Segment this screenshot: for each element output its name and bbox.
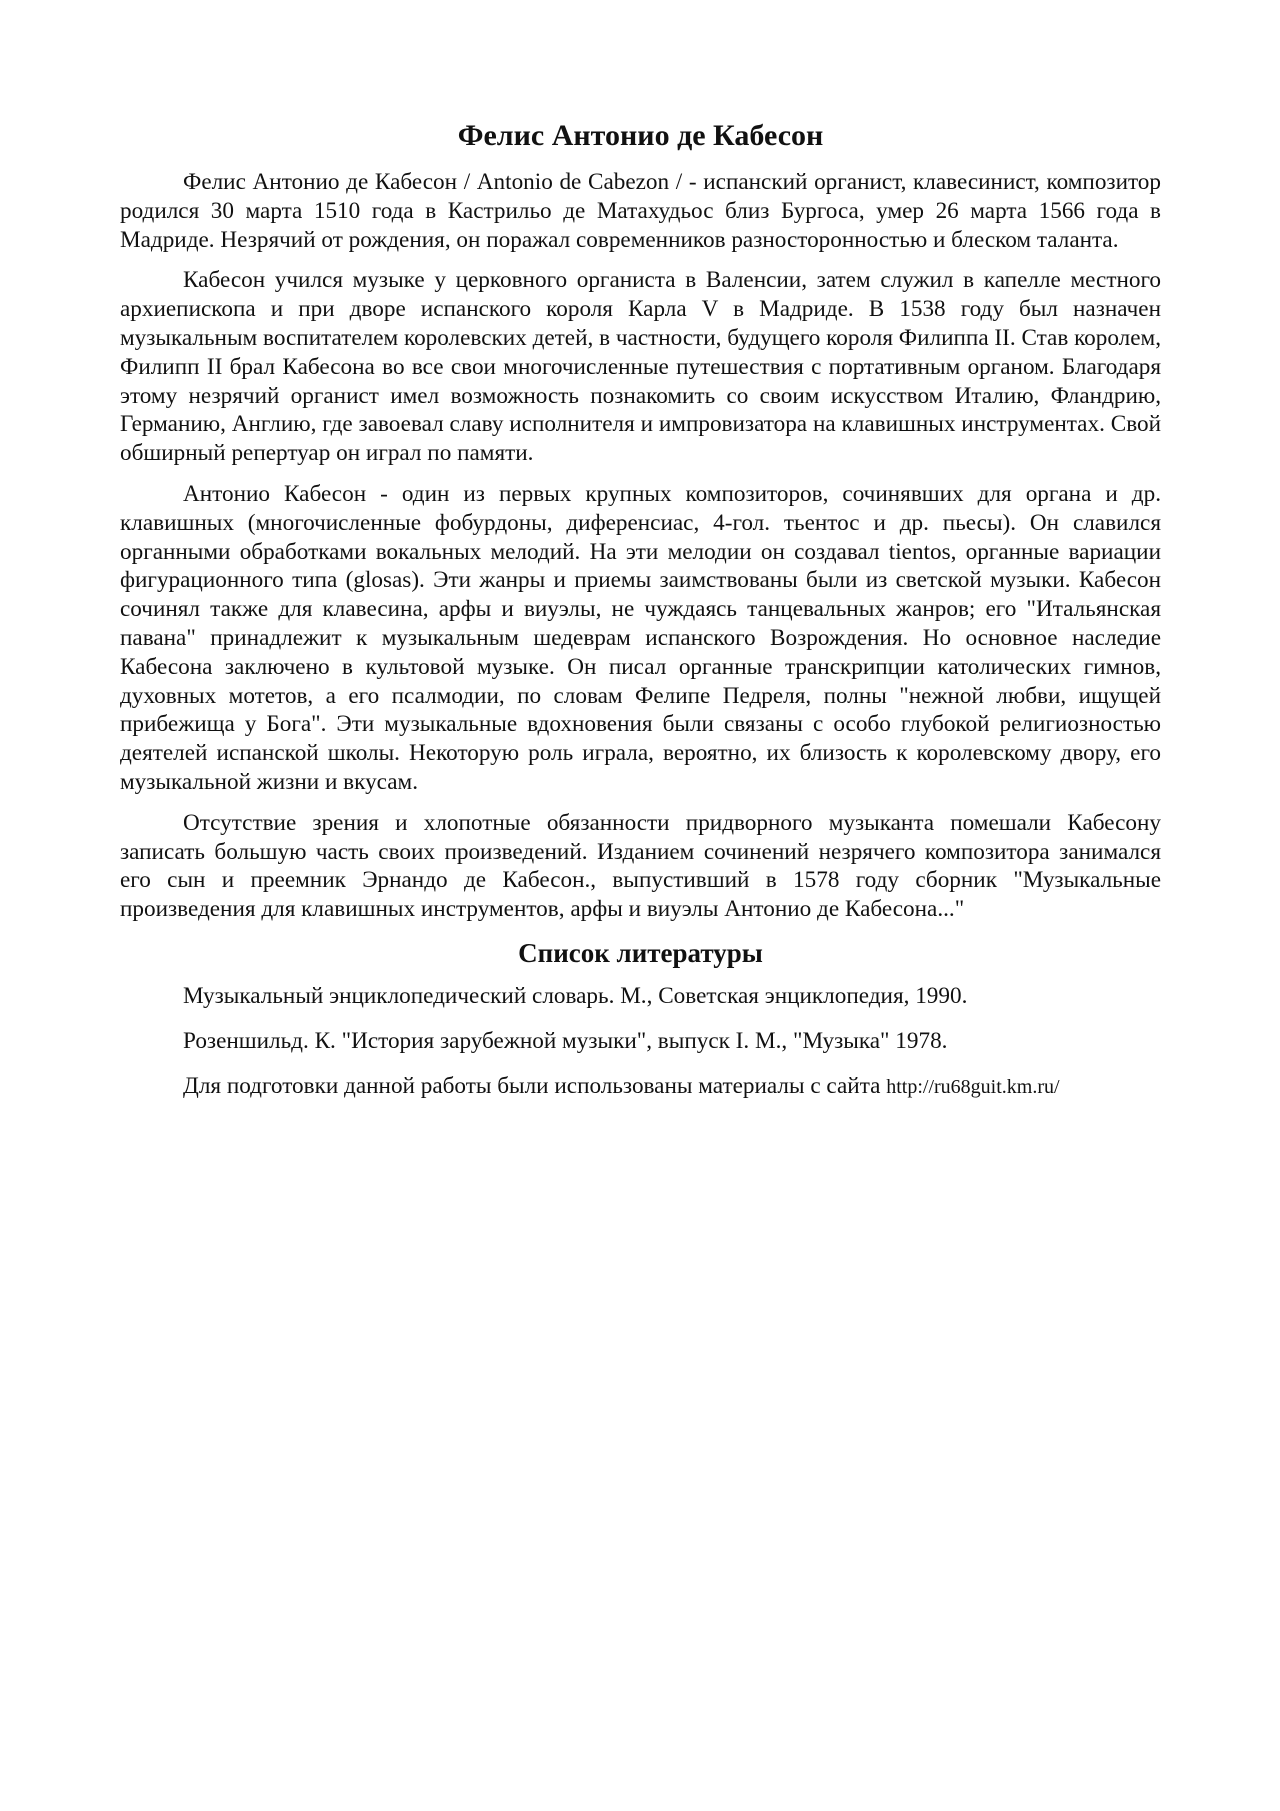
body-paragraph-1: Фелис Антонио де Кабесон / Antonio de Cabezon / - испанский органист, клавесинист, композитор родился 30 марта 1510 года в Кастрильо де Матахудьос близ Бургоса, умер 26 марта 1566 года в Мадриде. Незрячий от рождения, он поражал современников разносторонностью и блеском таланта.	[120, 169, 1161, 253]
source-note	[120, 1072, 1161, 1102]
document-page	[120, 118, 1161, 1117]
source-url: http://ru68guit.km.ru/	[886, 1075, 1060, 1098]
document-title: Фелис Антонио де Кабесон	[457, 119, 824, 152]
body-paragraph-4: Отсутствие зрения и хлопотные обязанности придворного музыканта помешали Кабесону записать большую часть своих произведений. Изданием сочинений незрячего композитора занимался его сын и преемник Эрнандо де Кабесон., выпустивший в 1578 году сборник "Музыкальные произведения для клавишных инструментов, арфы и виуэлы Антонио де Кабесона..."	[120, 809, 1161, 923]
references-heading: Список литературы	[518, 937, 763, 968]
source-note-text: Для подготовки данной работы были использованы материалы с сайта	[183, 1072, 887, 1099]
body-paragraph-2: Кабесон учился музыке у церковного органиста в Валенсии, затем служил в капелле местного архиепископа и при дворе испанского короля Карла V в Мадриде. В 1538 году был назначен музыкальным воспитателем королевских детей, в частности, будущего короля Филиппа II. Став королем, Филипп II брал Кабесона во все свои многочисленные путешествия с портативным органом. Благодаря этому незрячий органист имел возможность познакомить со своим искусством Италию, Фландрию, Германию, Англию, где завоевал славу исполнителя и импровизатора на клавишных инструментах. Свой обширный репертуар он играл по памяти.	[120, 267, 1161, 467]
reference-item-1: Музыкальный энциклопедический словарь. М., Советская энциклопедия, 1990.	[183, 982, 968, 1009]
reference-item-2: Розеншильд. К. "История зарубежной музыки", выпуск I. М., "Музыка" 1978.	[183, 1027, 948, 1054]
body-paragraph-3: Антонио Кабесон - один из первых крупных композиторов, сочинявших для органа и др. клавишных (многочисленные фобурдоны, диференсиас, 4-гол. тьентос и др. пьесы). Он славился органными обработками вокальных мелодий. На эти мелодии он создавал tientos, органные вариации фигурационного типа (glosas). Эти жанры и приемы заимствованы были из светской музыки. Кабесон сочинял также для клавесина, арфы и виуэлы, не чуждаясь танцевальных жанров; его "Итальянская павана" принадлежит к музыкальным шедеврам испанского Возрождения. Но основное наследие Кабесона заключено в культовой музыке. Он писал органные транскрипции католических гимнов, духовных мотетов, а его псалмодии, по словам Фелипе Педреля, полны "нежной любви, ищущей прибежища у Бога". Эти музыкальные вдохновения были связаны с особо глубокой религиозностью деятелей испанской школы. Некоторую роль играла, вероятно, их близость к королевскому двору, его музыкальной жизни и вкусам.	[120, 480, 1161, 795]
